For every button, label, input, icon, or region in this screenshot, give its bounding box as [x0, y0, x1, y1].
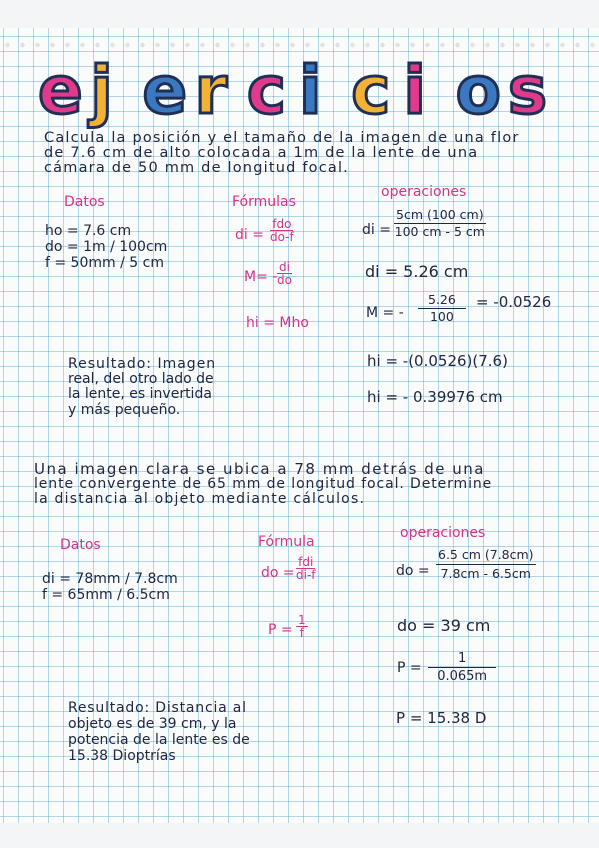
ex2-op-p-num: 1 — [428, 651, 496, 668]
ex2-formula-p-den: f — [299, 626, 304, 640]
ex2-op-do-fraction — [436, 546, 536, 583]
ex2-formula-do-num: fdi — [298, 555, 314, 569]
ex2-formula-do-den: di-f — [296, 568, 316, 582]
ex2-resultado-line2: objeto es de 39 cm, y la — [68, 716, 237, 732]
title-letter: i — [299, 52, 322, 129]
title-ejercicios — [38, 52, 558, 133]
ex1-operaciones-heading: operaciones — [381, 184, 467, 200]
perforation-holes — [0, 42, 599, 48]
title-letter: o — [455, 52, 501, 129]
ex1-formula-di-den: do-f — [270, 230, 294, 244]
ex2-op-do-lhs: do = — [396, 563, 430, 579]
ex1-dato-ho: ho = 7.6 cm — [45, 223, 132, 239]
ex2-op-p-lhs: P = — [397, 660, 422, 676]
title-letter: e — [142, 52, 188, 129]
ex2-prompt-line1: Una imagen clara se ubica a 78 mm detrás de una — [34, 460, 485, 478]
ex1-dato-do: do = 1m / 100cm — [45, 239, 168, 255]
ex1-resultado-line2: real, del otro lado de — [68, 371, 214, 387]
ex2-resultado-line4: 15.38 Dioptrías — [68, 748, 176, 764]
ex2-op-p-result: P = 15.38 D — [396, 709, 487, 727]
ex2-resultado-line3: potencia de la lente es de — [68, 732, 250, 748]
ex2-datos-heading: Datos — [60, 537, 101, 553]
ex1-op-di-lhs: di = — [362, 222, 391, 238]
ex2-op-do-result: do = 39 cm — [397, 616, 491, 635]
ex1-formula-di-fraction — [270, 218, 294, 243]
ex1-op-m-den: 100 — [429, 309, 454, 324]
title-letter: j — [90, 52, 113, 129]
ex2-formula-p-num: 1 — [298, 613, 306, 627]
ex1-op-m-lhs: M = - — [366, 305, 404, 321]
ex2-op-p-den: 0.065m — [437, 669, 488, 684]
ex2-formula-p-fraction — [296, 614, 308, 639]
ex1-prompt-line1: Calcula la posición y el tamaño de la imagen de una flor — [44, 130, 520, 146]
ex1-prompt-line2: de 7.6 cm de alto colocada a 1m de la lente de una — [44, 145, 479, 161]
title-letter: c — [246, 52, 286, 129]
ex1-op-hi-result: hi = - 0.39976 cm — [367, 388, 503, 406]
ex2-formula-do-fraction — [296, 556, 316, 581]
ex1-op-hi-expr: hi = -(0.0526)(7.6) — [367, 352, 508, 370]
ex1-op-di-num: 5cm (100 cm) — [396, 207, 484, 222]
ex1-formula-hi: hi = Mho — [246, 315, 309, 331]
ex2-formula-heading: Fórmula — [258, 534, 315, 550]
ex2-prompt-line3: la distancia al objeto mediante cálculos. — [34, 491, 366, 507]
ex1-resultado-line1: Resultado: Imagen — [68, 356, 217, 372]
title-letter: r — [194, 52, 228, 129]
ex2-resultado-line1: Resultado: Distancia al — [68, 700, 247, 716]
ex1-formula-m-num: di — [279, 260, 290, 274]
ex1-formulas-heading: Fórmulas — [232, 194, 296, 210]
ex1-prompt-line3: cámara de 50 mm de longitud focal. — [44, 160, 349, 176]
ex1-dato-f: f = 50mm / 5 cm — [45, 255, 164, 271]
ex1-resultado-line3: la lente, es invertida — [68, 386, 212, 402]
ex1-formula-m-fraction — [277, 261, 292, 286]
ex2-op-p-fraction — [428, 651, 496, 686]
ex2-formula-do-lhs: do = — [261, 565, 295, 581]
ex1-formula-m-den: do — [277, 273, 292, 287]
ex1-formula-m-lhs: M= - — [244, 269, 278, 285]
ex2-op-do-num: 6.5 cm (7.8cm) — [436, 546, 536, 565]
ex1-formula-di-num: fdo — [272, 217, 292, 231]
title-letter: e — [38, 52, 83, 129]
ex1-op-di-fraction — [394, 207, 486, 240]
ex2-op-do-den: 7.8cm - 6.5cm — [440, 566, 531, 581]
ex2-formula-p-lhs: P = — [268, 622, 293, 638]
ex1-resultado-line4: y más pequeño. — [68, 402, 181, 418]
ex2-dato-di: di = 78mm / 7.8cm — [42, 571, 178, 587]
ex1-op-m-num: 5.26 — [418, 292, 466, 309]
title-letter: s — [507, 52, 548, 129]
ex1-op-m-result: = -0.0526 — [476, 293, 552, 311]
ex2-dato-f: f = 65mm / 6.5cm — [42, 587, 170, 603]
title-letter: c — [351, 52, 391, 129]
ex1-op-m-fraction — [418, 292, 466, 325]
title-letter: i — [403, 52, 427, 129]
ex1-formula-di-lhs: di = — [235, 227, 264, 243]
ex1-datos-heading: Datos — [64, 194, 105, 210]
ex2-operaciones-heading: operaciones — [400, 525, 486, 541]
ex1-op-di-den: 100 cm - 5 cm — [394, 224, 485, 239]
ex1-op-di-result: di = 5.26 cm — [365, 262, 469, 281]
ex2-prompt-line2: lente convergente de 65 mm de longitud focal. Determine — [34, 476, 493, 492]
